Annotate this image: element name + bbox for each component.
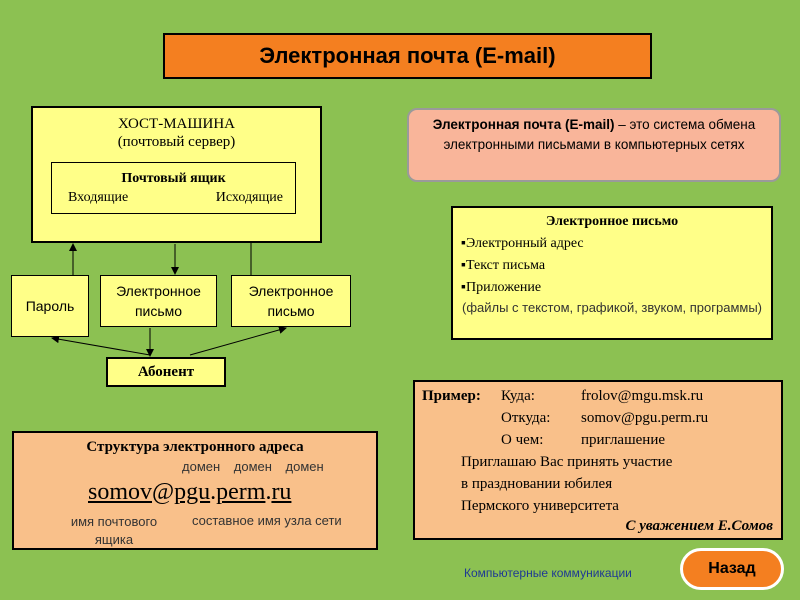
letter-part-item: ▪Текст письма: [461, 258, 546, 273]
address-domain-1: pgu: [174, 479, 211, 505]
to-value: frolov@mgu.msk.ru: [581, 388, 704, 404]
address-dot: .: [210, 479, 217, 505]
body-line: Приглашаю Вас принять участие: [461, 454, 673, 470]
letter-box-left: Электронное письмо: [100, 275, 217, 327]
host-name-label: составное имя узла сети: [192, 513, 342, 528]
example-label: Пример:: [422, 388, 481, 404]
letter-box-right: Электронное письмо: [231, 275, 351, 327]
subject-label: О чем:: [501, 432, 544, 448]
letter-parts-box: [451, 206, 773, 340]
address-structure-box: [12, 431, 378, 550]
address-domain-2: perm: [216, 479, 266, 505]
address-dot: .: [265, 479, 272, 505]
address-at: @: [152, 479, 175, 505]
footer-caption: Компьютерные коммуникации: [464, 566, 632, 580]
definition-text: – это система обмена электронными письмами в компьютерных сетях: [443, 117, 756, 152]
subscriber-box: Абонент: [106, 357, 226, 387]
from-value: somov@pgu.perm.ru: [581, 410, 709, 426]
to-label: Куда:: [501, 388, 535, 404]
mailbox-name-label: имя почтового ящика: [70, 514, 158, 547]
attachment-note: (файлы с текстом, графикой, звуком, программы): [461, 300, 762, 315]
subject-value: приглашение: [581, 432, 666, 448]
host-subtitle: (почтовый сервер): [117, 134, 236, 150]
back-button[interactable]: Назад: [680, 548, 784, 590]
address-domain-3: ru: [271, 479, 292, 505]
arrow-subscriber-to-password: [52, 338, 150, 355]
arrow-subscriber-to-letter-right: [190, 328, 286, 355]
address-structure-title: Структура электронного адреса: [86, 439, 304, 455]
letter-part-item: ▪Электронный адрес: [461, 236, 584, 251]
example-address: [88, 479, 291, 506]
password-box: Пароль: [11, 275, 89, 337]
host-name: ХОСТ-МАШИНА: [117, 116, 236, 132]
letter-part-item: ▪Приложение: [461, 280, 542, 295]
from-label: Откуда:: [501, 410, 551, 426]
slide-title: Электронная почта (E-mail): [163, 33, 652, 79]
host-title: [33, 115, 320, 151]
host-machine-box: [31, 106, 322, 243]
mailbox-incoming: Входящие: [68, 190, 129, 205]
signature: С уважением Е.Сомов: [625, 518, 773, 534]
example-box: [413, 380, 783, 540]
domain-labels: домен домен домен: [182, 459, 324, 474]
mailbox-box: [51, 162, 296, 214]
body-line: Пермского университета: [461, 498, 619, 514]
address-mailbox: somov: [88, 479, 153, 505]
body-line: в праздновании юбилея: [461, 476, 613, 492]
definition-box: [407, 108, 781, 182]
letter-parts-title: Электронное письмо: [545, 214, 679, 229]
definition-term: Электронная почта (E-mail): [432, 117, 615, 132]
mailbox-outgoing: Исходящие: [215, 190, 283, 205]
mailbox-title: Почтовый ящик: [121, 171, 226, 186]
